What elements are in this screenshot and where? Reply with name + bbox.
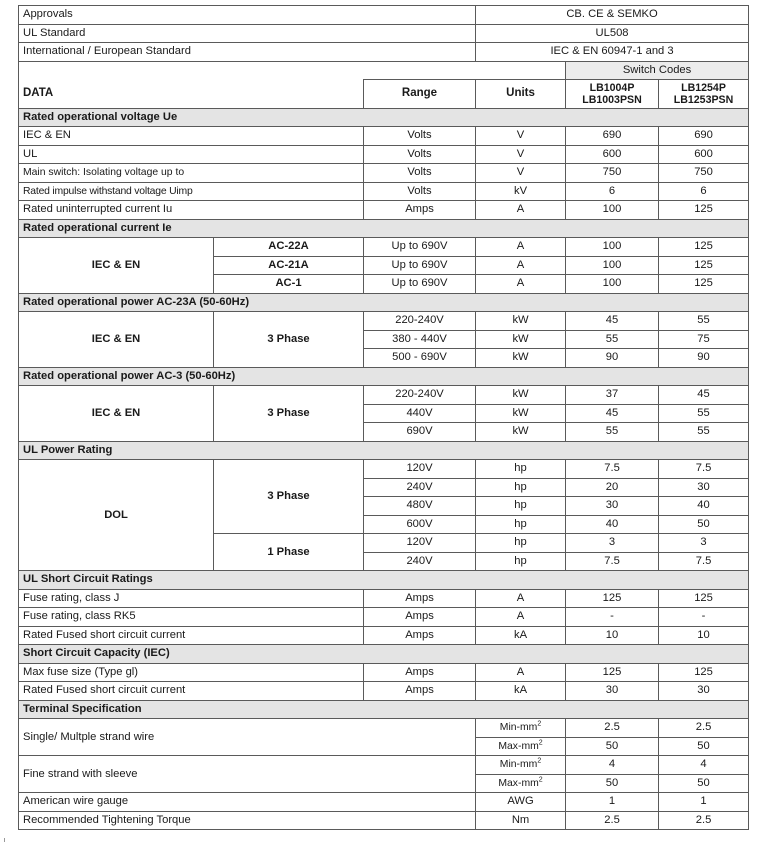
range-cell: 480V <box>364 497 476 516</box>
table-row <box>19 756 749 775</box>
section-title: Rated operational power AC-23A (50-60Hz) <box>19 293 749 312</box>
unit-cell: kW <box>476 312 566 331</box>
row-label: Rated impulse withstand voltage Uimp <box>19 182 364 201</box>
range-cell: Up to 690V <box>364 238 476 257</box>
range-cell: 600V <box>364 515 476 534</box>
intl-standard-label: International / European Standard <box>19 43 476 62</box>
row-label: IEC & EN <box>19 127 364 146</box>
section-ul-power <box>19 441 749 460</box>
value-cell: 600 <box>659 145 749 164</box>
range-cell: Amps <box>364 682 476 701</box>
range-cell: 690V <box>364 423 476 442</box>
value-cell: 7.5 <box>659 552 749 571</box>
unit-cell: A <box>476 201 566 220</box>
value-cell: 750 <box>566 164 659 183</box>
row-label: Single/ Multple strand wire <box>19 719 476 756</box>
range-cell: Volts <box>364 164 476 183</box>
value-cell: 690 <box>566 127 659 146</box>
unit-cell: kW <box>476 404 566 423</box>
unit-cell: kV <box>476 182 566 201</box>
value-cell: 690 <box>659 127 749 146</box>
value-cell: 37 <box>566 386 659 405</box>
value-cell: 3 <box>659 534 749 553</box>
value-cell: - <box>566 608 659 627</box>
value-cell: 40 <box>566 515 659 534</box>
unit-cell: hp <box>476 515 566 534</box>
value-cell: 1 <box>566 793 659 812</box>
unit-cell: hp <box>476 497 566 516</box>
section-title: Rated operational current Ie <box>19 219 749 238</box>
unit-cell: kW <box>476 386 566 405</box>
value-cell: 50 <box>659 515 749 534</box>
ul-standard-label: UL Standard <box>19 24 476 43</box>
value-cell: 90 <box>566 349 659 368</box>
table-row <box>19 127 749 146</box>
group-label: IEC & EN <box>19 312 214 368</box>
range-cell: 380 - 440V <box>364 330 476 349</box>
value-cell: 2.5 <box>566 719 659 738</box>
value-cell: 30 <box>659 682 749 701</box>
row-label: Fine strand with sleeve <box>19 756 476 793</box>
value-cell: 100 <box>566 275 659 294</box>
phase-label: 3 Phase <box>214 386 364 442</box>
value-cell: 30 <box>566 497 659 516</box>
category-cell: AC-1 <box>214 275 364 294</box>
specification-table <box>18 5 749 830</box>
row-label: Max fuse size (Type gl) <box>19 663 364 682</box>
value-cell: 125 <box>566 589 659 608</box>
table-row <box>19 145 749 164</box>
range-cell: 220-240V <box>364 386 476 405</box>
range-cell: Up to 690V <box>364 256 476 275</box>
range-cell: Amps <box>364 626 476 645</box>
value-cell: 90 <box>659 349 749 368</box>
table-row <box>19 386 749 405</box>
value-cell: 7.5 <box>659 460 749 479</box>
value-cell: 30 <box>659 478 749 497</box>
value-cell: 600 <box>566 145 659 164</box>
value-cell: 45 <box>566 312 659 331</box>
value-cell: 2.5 <box>659 811 749 830</box>
row-label: Fuse rating, class J <box>19 589 364 608</box>
value-cell: 55 <box>659 404 749 423</box>
value-cell: 55 <box>659 312 749 331</box>
approvals-row <box>19 6 749 25</box>
value-cell: 7.5 <box>566 460 659 479</box>
range-cell: Up to 690V <box>364 275 476 294</box>
column-header-row <box>19 80 749 109</box>
value-cell: 125 <box>659 201 749 220</box>
unit-cell: A <box>476 238 566 257</box>
table-row <box>19 608 749 627</box>
unit-cell: V <box>476 127 566 146</box>
value-cell: 55 <box>659 423 749 442</box>
data-heading: DATA <box>19 80 364 109</box>
table-row <box>19 793 749 812</box>
value-cell: 55 <box>566 423 659 442</box>
section-voltage <box>19 108 749 127</box>
section-ul-short-circuit <box>19 571 749 590</box>
intl-standard-value: IEC & EN 60947-1 and 3 <box>476 43 749 62</box>
value-cell: 3 <box>566 534 659 553</box>
value-cell: 45 <box>566 404 659 423</box>
section-iec-short-circuit <box>19 645 749 664</box>
range-cell: 240V <box>364 552 476 571</box>
value-cell: 30 <box>566 682 659 701</box>
intl-standard-row <box>19 43 749 62</box>
unit-cell: kW <box>476 349 566 368</box>
value-cell: 4 <box>566 756 659 775</box>
value-cell: 4 <box>659 756 749 775</box>
table-row <box>19 719 749 738</box>
section-power-ac23a <box>19 293 749 312</box>
category-cell: AC-22A <box>214 238 364 257</box>
value-cell: 6 <box>566 182 659 201</box>
ul-standard-value: UL508 <box>476 24 749 43</box>
table-row <box>19 460 749 479</box>
value-cell: 10 <box>659 626 749 645</box>
unit-cell: Min-$mm^2$ <box>476 719 566 738</box>
row-label: Fuse rating, class RK5 <box>19 608 364 627</box>
value-cell: 125 <box>659 663 749 682</box>
table-row <box>19 682 749 701</box>
section-terminal <box>19 700 749 719</box>
range-cell: 500 - 690V <box>364 349 476 368</box>
section-power-ac3 <box>19 367 749 386</box>
unit-cell: Max-$mm^2$ <box>476 774 566 793</box>
value-cell: 125 <box>659 589 749 608</box>
spec-sheet <box>18 5 749 830</box>
value-cell: 50 <box>659 774 749 793</box>
value-cell: - <box>659 608 749 627</box>
phase-label: 1 Phase <box>214 534 364 571</box>
value-cell: 2.5 <box>566 811 659 830</box>
section-title: Rated operational voltage Ue <box>19 108 749 127</box>
unit-cell: hp <box>476 552 566 571</box>
row-label: UL <box>19 145 364 164</box>
value-cell: 75 <box>659 330 749 349</box>
range-cell: 120V <box>364 534 476 553</box>
value-cell: 100 <box>566 201 659 220</box>
value-cell: 125 <box>659 275 749 294</box>
row-label: Rated Fused short circuit current <box>19 626 364 645</box>
unit-cell: kA <box>476 682 566 701</box>
table-row <box>19 663 749 682</box>
unit-cell: Nm <box>476 811 566 830</box>
unit-cell: A <box>476 275 566 294</box>
unit-cell: hp <box>476 460 566 479</box>
range-cell: Amps <box>364 608 476 627</box>
range-cell: 220-240V <box>364 312 476 331</box>
phase-label: 3 Phase <box>214 460 364 534</box>
table-row <box>19 312 749 331</box>
row-label: Main switch: Isolating voltage up to <box>19 164 364 183</box>
value-cell: 6 <box>659 182 749 201</box>
unit-cell: V <box>476 145 566 164</box>
section-title: Terminal Specification <box>19 700 749 719</box>
row-label: American wire gauge <box>19 793 476 812</box>
section-current <box>19 219 749 238</box>
row-label: Recommended Tightening Torque <box>19 811 476 830</box>
value-cell: 20 <box>566 478 659 497</box>
value-cell: 55 <box>566 330 659 349</box>
value-cell: 2.5 <box>659 719 749 738</box>
unit-cell: kW <box>476 330 566 349</box>
value-cell: 40 <box>659 497 749 516</box>
section-title: UL Power Rating <box>19 441 749 460</box>
range-cell: Volts <box>364 182 476 201</box>
value-cell: 50 <box>659 737 749 756</box>
group-label: IEC & EN <box>19 238 214 294</box>
range-cell: 440V <box>364 404 476 423</box>
value-cell: 125 <box>659 238 749 257</box>
value-cell: 125 <box>659 256 749 275</box>
value-cell: 125 <box>566 663 659 682</box>
value-cell: 100 <box>566 238 659 257</box>
table-row <box>19 164 749 183</box>
value-cell: 10 <box>566 626 659 645</box>
category-cell: AC-21A <box>214 256 364 275</box>
unit-cell: Min-$mm^2$ <box>476 756 566 775</box>
value-cell: 1 <box>659 793 749 812</box>
group-label: DOL <box>19 460 214 571</box>
unit-cell: kW <box>476 423 566 442</box>
group-label: IEC & EN <box>19 386 214 442</box>
section-title: Short Circuit Capacity (IEC) <box>19 645 749 664</box>
switch-codes-heading: Switch Codes <box>566 61 749 80</box>
unit-cell: A <box>476 256 566 275</box>
scan-mark <box>4 838 5 842</box>
value-cell: 7.5 <box>566 552 659 571</box>
value-cell: 50 <box>566 737 659 756</box>
table-row <box>19 238 749 257</box>
range-cell: 240V <box>364 478 476 497</box>
range-cell: Amps <box>364 589 476 608</box>
approvals-value: CB. CE & SEMKO <box>476 6 749 25</box>
value-cell: 50 <box>566 774 659 793</box>
unit-cell: A <box>476 589 566 608</box>
table-row <box>19 626 749 645</box>
table-row <box>19 811 749 830</box>
range-cell: Amps <box>364 201 476 220</box>
approvals-label: Approvals <box>19 6 476 25</box>
table-row <box>19 182 749 201</box>
unit-cell: A <box>476 608 566 627</box>
unit-cell: hp <box>476 534 566 553</box>
unit-cell: V <box>476 164 566 183</box>
range-cell: Volts <box>364 127 476 146</box>
unit-cell: kA <box>476 626 566 645</box>
ul-standard-row <box>19 24 749 43</box>
range-cell: 120V <box>364 460 476 479</box>
unit-cell: A <box>476 663 566 682</box>
value-cell: 750 <box>659 164 749 183</box>
units-heading: Units <box>476 80 566 109</box>
value-cell: 45 <box>659 386 749 405</box>
row-label: Rated Fused short circuit current <box>19 682 364 701</box>
table-row <box>19 589 749 608</box>
unit-cell: hp <box>476 478 566 497</box>
value-cell: 100 <box>566 256 659 275</box>
range-heading: Range <box>364 80 476 109</box>
switch-codes-row <box>19 61 749 80</box>
range-cell: Volts <box>364 145 476 164</box>
switch-code-2: LB1254P LB1253PSN <box>659 80 749 109</box>
section-title: Rated operational power AC-3 (50-60Hz) <box>19 367 749 386</box>
section-title: UL Short Circuit Ratings <box>19 571 749 590</box>
row-label: Rated uninterrupted current Iu <box>19 201 364 220</box>
range-cell: Amps <box>364 663 476 682</box>
phase-label: 3 Phase <box>214 312 364 368</box>
unit-cell: AWG <box>476 793 566 812</box>
table-row <box>19 201 749 220</box>
unit-cell: Max-$mm^2$ <box>476 737 566 756</box>
switch-code-1: LB1004P LB1003PSN <box>566 80 659 109</box>
